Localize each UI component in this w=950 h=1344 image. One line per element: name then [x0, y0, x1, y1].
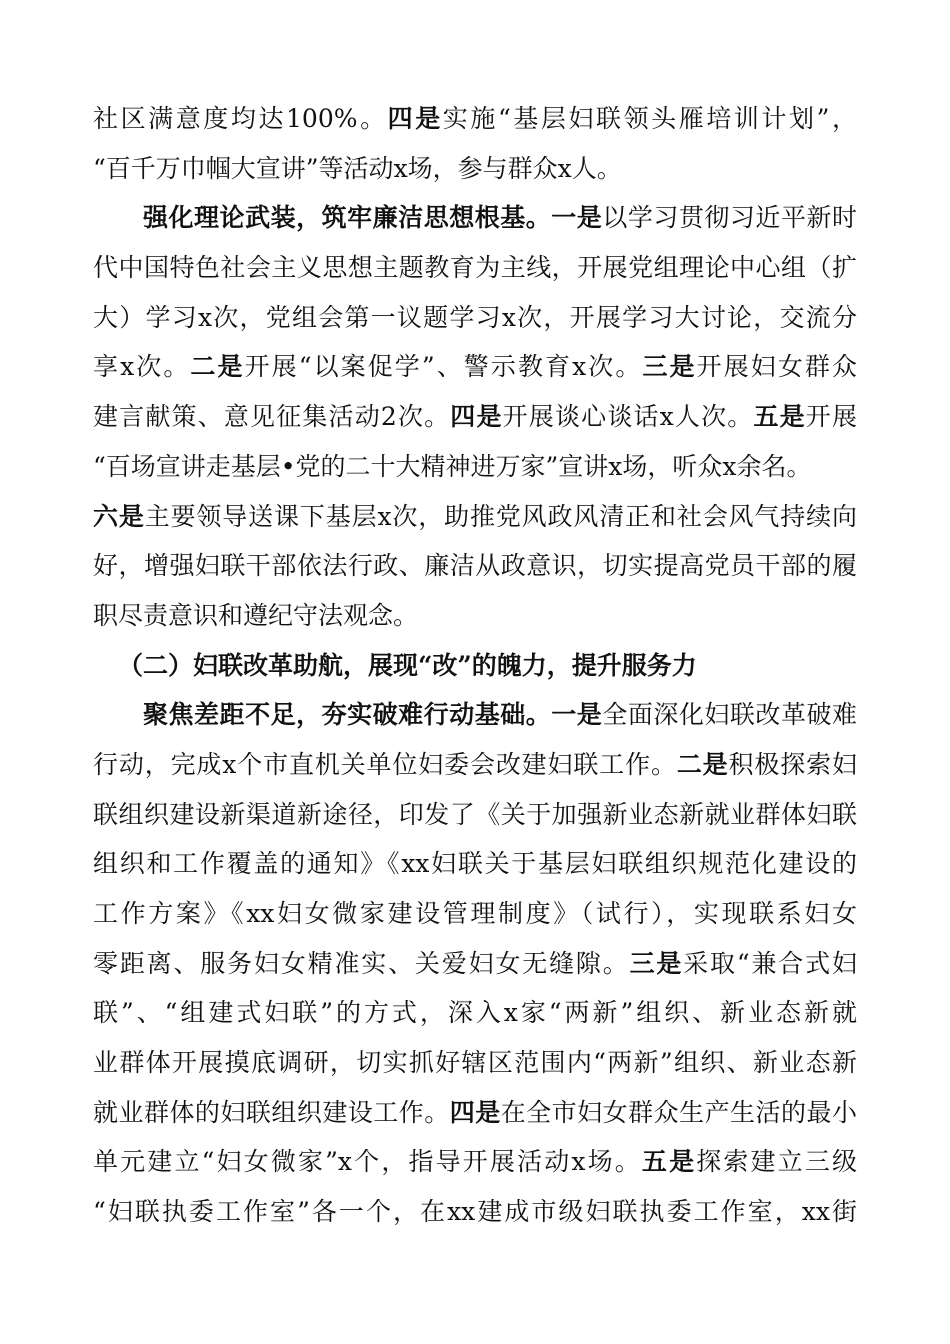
text-line [93, 94, 857, 144]
text-line [93, 839, 857, 889]
bold-text: 四是 [449, 1097, 501, 1127]
text-span: 享x次。 [93, 352, 191, 382]
text-line [93, 342, 857, 392]
text-line [93, 740, 857, 790]
text-span: 采取“兼合式妇 [683, 948, 857, 978]
text-span: 开展谈心谈话x人次。 [502, 402, 754, 432]
text-span: 工作方案》《xx妇女微家建设管理制度》（试行），实现联系妇女 [93, 899, 857, 928]
text-span: 社区满意度均达100%。 [93, 104, 388, 133]
bold-text: 二是 [190, 352, 245, 382]
text-span: 建言献策、意见征集活动2次。 [93, 402, 451, 432]
text-span: 在全市妇女群众生产生活的最小 [500, 1097, 857, 1127]
text-span: 大）学习x次，党组会第一议题学习x次，开展学习大讨论，交流分 [93, 302, 857, 332]
text-line [93, 889, 857, 939]
text-span: 联”、“组建式妇联”的方式，深入x家“两新”组织、新业态新就 [93, 998, 857, 1028]
text-span: 开展 [805, 402, 857, 432]
bold-text: 二是 [676, 749, 729, 779]
bold-text: 三是 [642, 352, 697, 382]
text-span: 就业群体的妇联组织建设工作。 [93, 1097, 450, 1127]
text-line [93, 690, 857, 740]
text-line [93, 939, 857, 989]
text-line [93, 392, 857, 442]
text-span: 实施“基层妇联领头雁培训计划”， [442, 104, 857, 133]
text-line [93, 144, 857, 194]
text-span: 开展妇女群众 [696, 352, 857, 382]
text-span: 组织和工作覆盖的通知》《xx妇联关于基层妇联组织规范化建设的 [93, 849, 857, 879]
text-line [93, 1038, 857, 1088]
text-line [93, 243, 857, 293]
text-line [93, 1137, 857, 1187]
text-span: 行动，完成x个市直机关单位妇委会改建妇联工作。 [93, 749, 677, 779]
bold-text: 四是 [387, 104, 443, 133]
text-span: 联组织建设新渠道新途径，印发了《关于加强新业态新就业群体妇联 [93, 799, 857, 829]
bold-text: 三是 [629, 948, 684, 978]
text-span: 单元建立“妇女微家”x个，指导开展活动x场。 [93, 1147, 642, 1177]
text-span: 探索建立三级 [696, 1147, 857, 1177]
bold-text: 四是 [450, 402, 503, 432]
text-line [93, 1187, 857, 1237]
bold-text: 聚焦差距不足，夯实破难行动基础。一是 [143, 700, 603, 730]
text-line [93, 541, 857, 591]
text-span: 零距离、服务妇女精准实、关爱妇女无缝隙。 [93, 948, 630, 978]
text-line [93, 1088, 857, 1138]
text-span: 以学习贯彻习近平新时 [602, 203, 857, 233]
text-span: 好，增强妇联干部依法行政、廉洁从政意识，切实提高党员干部的履 [93, 551, 857, 581]
text-span: 积极探索妇 [728, 749, 857, 779]
section-heading [93, 641, 857, 691]
text-span: 业群体开展摸底调研，切实抓好辖区范围内“两新”组织、新业态新 [93, 1048, 857, 1078]
text-line [93, 492, 857, 542]
text-span: “妇联执委工作室”各一个，在xx建成市级妇联执委工作室，xx街 [93, 1197, 857, 1227]
bold-text: （二）妇联改革助航，展现“改”的魄力，提升服务力 [118, 650, 697, 680]
text-span: “百千万巾帼大宣讲”等活动x场，参与群众x人。 [93, 153, 622, 183]
text-line [93, 293, 857, 343]
text-span: 开展“以案促学”、警示教育x次。 [244, 352, 643, 382]
document-body [93, 94, 857, 1237]
text-span: 主要领导送课下基层x次，助推党风政风清正和社会风气持续向 [144, 501, 857, 531]
bold-text: 六是 [93, 501, 145, 531]
bold-text: 五是 [641, 1147, 697, 1177]
text-line [93, 442, 857, 492]
text-span: 代中国特色社会主义思想主题教育为主线，开展党组理论中心组（扩 [93, 253, 857, 283]
bold-text: 五是 [753, 402, 806, 432]
text-span: 全面深化妇联改革破难 [602, 700, 857, 730]
text-line [93, 193, 857, 243]
text-span: “百场宣讲走基层•党的二十大精神进万家”宣讲x场，听众x余名。 [93, 451, 812, 481]
text-line [93, 790, 857, 840]
text-line [93, 988, 857, 1038]
text-span: 职尽责意识和遵纪守法观念。 [93, 600, 419, 630]
text-line [93, 591, 857, 641]
bold-text: 强化理论武装，筑牢廉洁思想根基。一是 [143, 203, 603, 233]
